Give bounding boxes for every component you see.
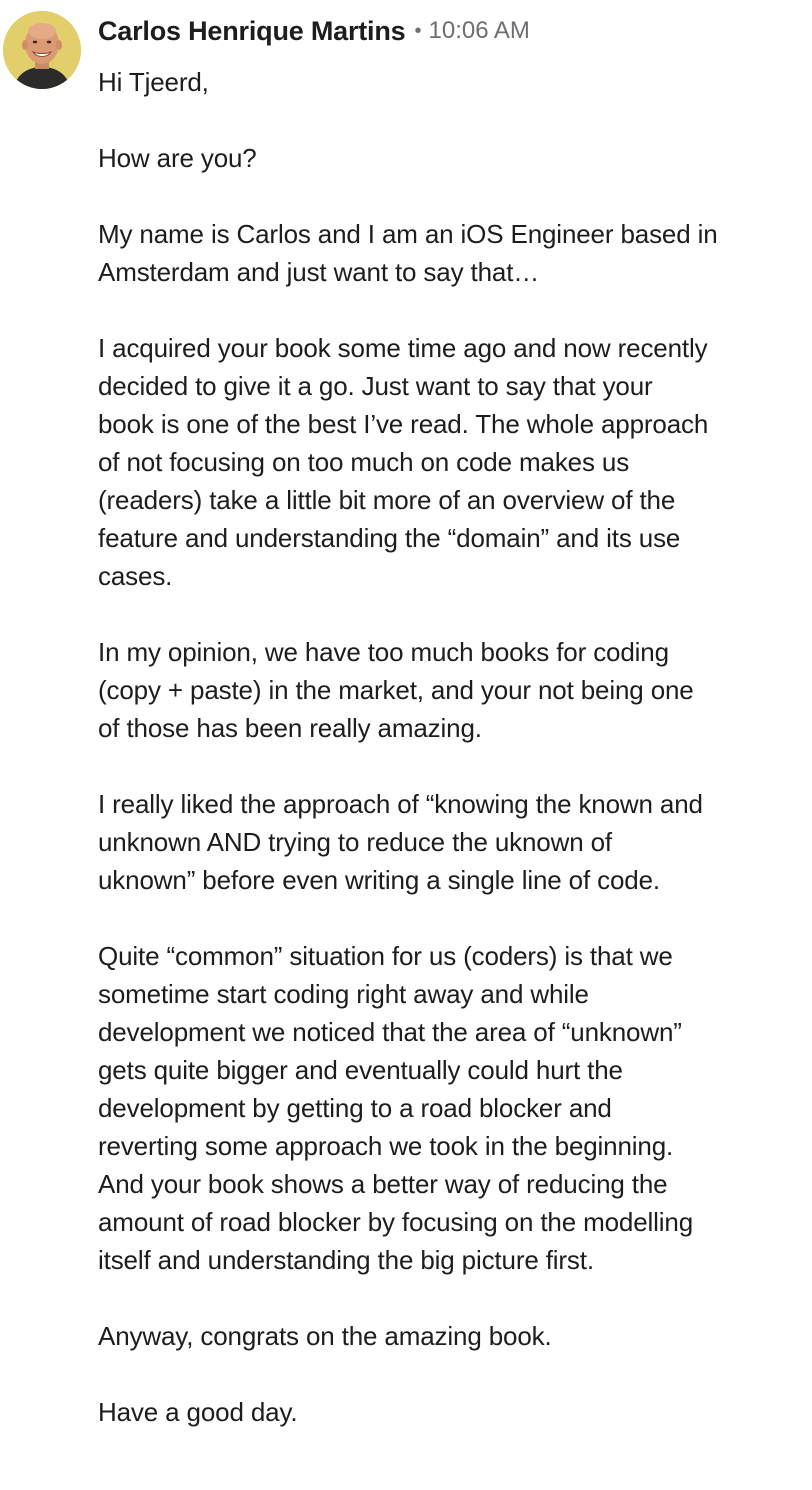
message-paragraph: I really liked the approach of “knowing the known and unknown AND trying to reduce the uknown of uknown” before even writing a single line of code.	[98, 789, 703, 895]
message-paragraph: In my opinion, we have too much books for coding (copy + paste) in the market, and your not being one of those has been really amazing.	[98, 637, 694, 743]
sender-name[interactable]: Carlos Henrique Martins	[98, 15, 406, 46]
message-paragraph: Have a good day.	[98, 1397, 298, 1427]
avatar-photo-icon	[3, 11, 81, 89]
message-paragraph: My name is Carlos and I am an iOS Engineer based in Amsterdam and just want to say that…	[98, 219, 718, 287]
sender-avatar[interactable]	[3, 11, 81, 89]
message-body	[98, 63, 798, 1431]
message-header	[98, 12, 530, 50]
message-timestamp: 10:06 AM	[428, 17, 530, 44]
message-paragraph: Quite “common” situation for us (coders) is that we sometime start coding right away and while development we noticed that the area of “unknown” gets quite bigger and eventually could hurt the development by getting to a road blocker and reverting some approach we took in the beginning. And your book shows a better way of reducing the amount of road blocker by focusing on the modelling itself and understanding the big picture first.	[98, 941, 694, 1275]
message-paragraph: I acquired your book some time ago and now recently decided to give it a go. Just want to say that your book is one of the best I’ve read. The whole approach of not focusing on too much on code makes us (readers) take a little bit more of an overview of the feature and understanding the “domain” and its use cases.	[98, 333, 709, 591]
header-separator: •	[414, 19, 422, 42]
message-paragraph: Hi Tjeerd,	[98, 67, 209, 97]
message-paragraph: Anyway, congrats on the amazing book.	[98, 1321, 552, 1351]
message-paragraph: How are you?	[98, 143, 257, 173]
